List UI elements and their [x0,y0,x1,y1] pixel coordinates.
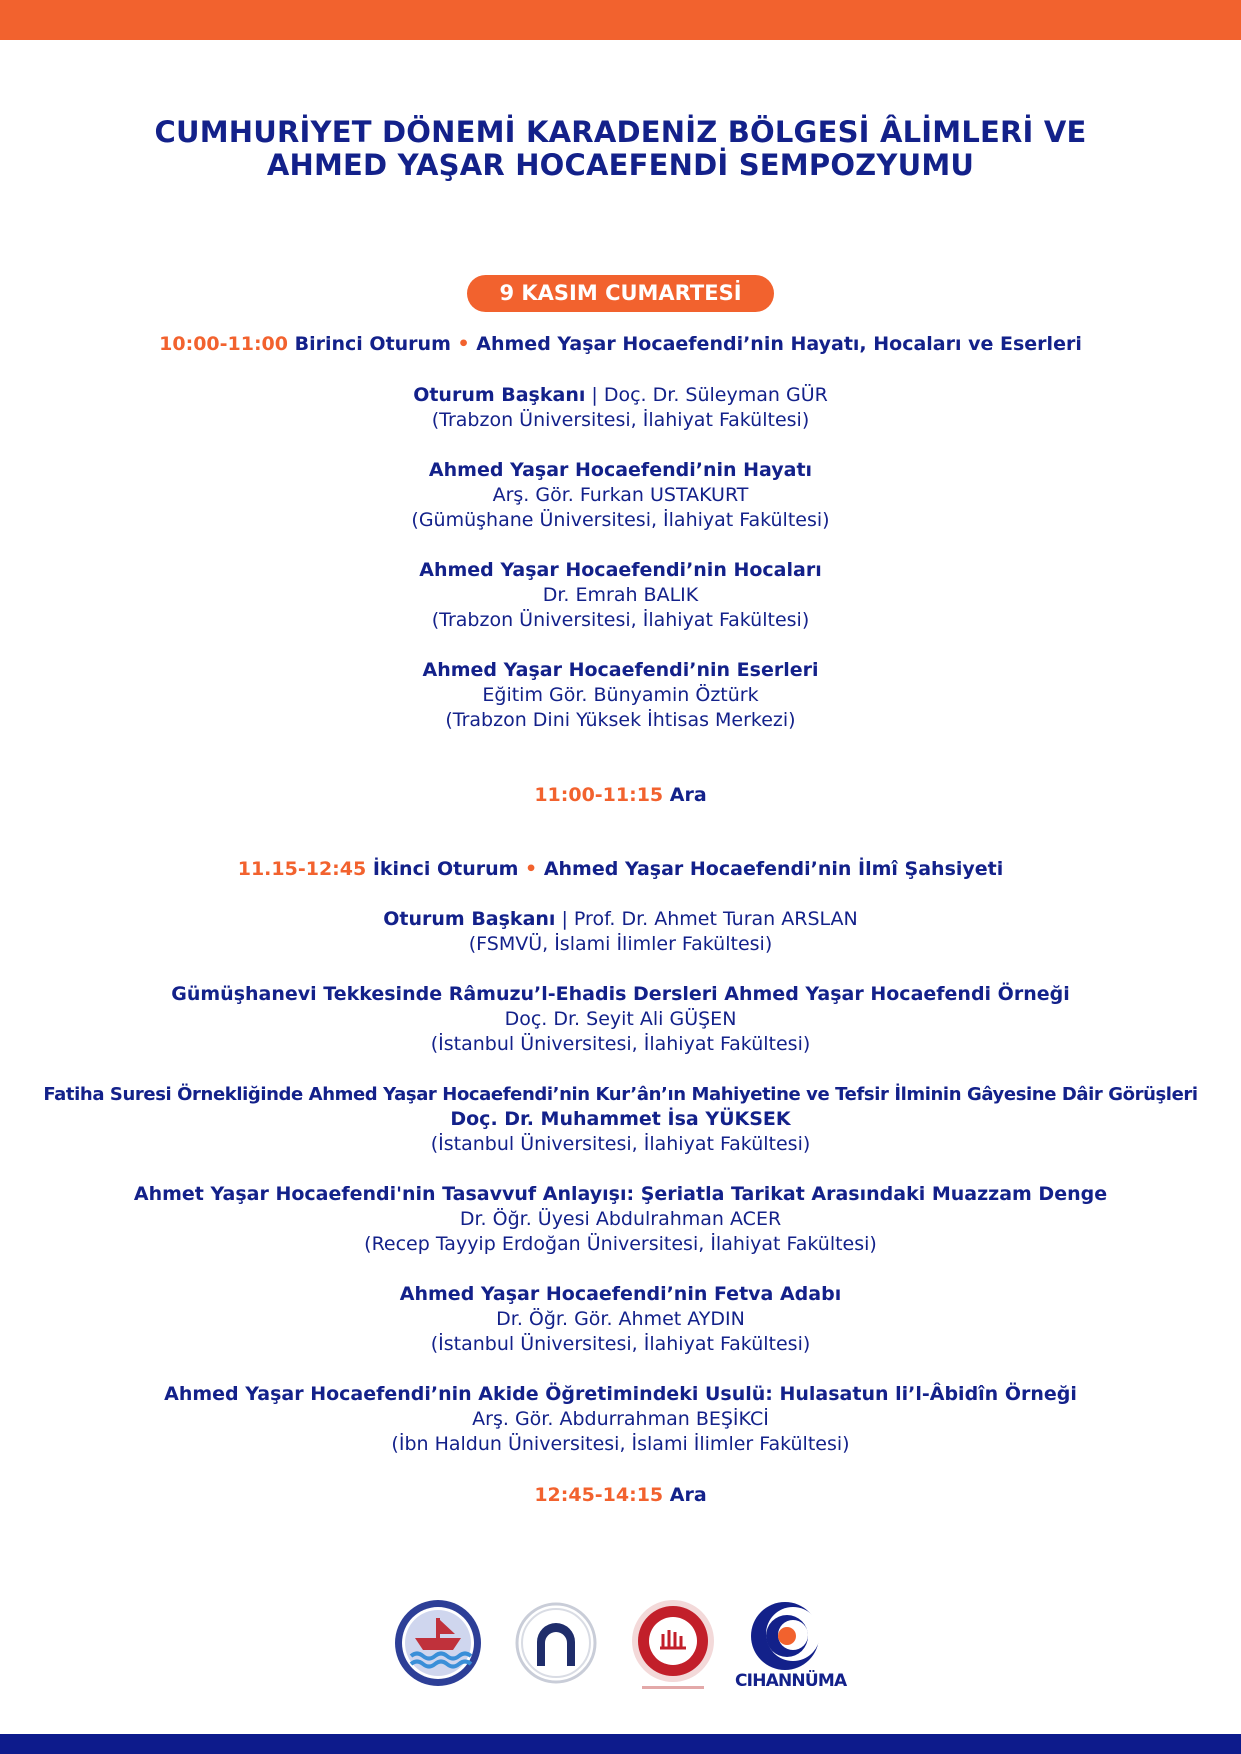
talk-institution: (İbn Haldun Üniversitesi, İslami İlimler Fakültesi) [391,1433,850,1455]
separator-dot: • [525,858,538,880]
top-accent-bar [0,0,1241,40]
session-name: Birinci Oturum [294,333,451,355]
talk-speaker: Arş. Gör. Furkan USTAKURT [492,484,749,506]
session-time: 10:00-11:00 [159,333,288,355]
talk-speaker: Dr. Emrah BALIK [542,584,699,606]
talk-title: Fatiha Suresi Örnekliğinde Ahmed Yaşar Hocaefendi’nin Kur’ân’ın Mahiyetine ve Tefsir İlminin Gâyesine Dâir Görüşleri [43,1084,1198,1105]
session-chair-second [0,907,1241,932]
break-label: Ara [669,1484,707,1506]
chair-institution: (FSMVÜ, İslami İlimler Fakültesi) [468,933,773,955]
chair-separator: | [555,908,574,930]
talk-speaker: Dr. Öğr. Üyesi Abdulrahman ACER [459,1208,782,1230]
session-topic: Ahmed Yaşar Hocaefendi’nin Hayatı, Hocaları ve Eserleri [476,333,1082,355]
talk-speaker: Doç. Dr. Seyit Ali GÜŞEN [504,1008,737,1030]
title-line-1: CUMHURİYET DÖNEMİ KARADENİZ BÖLGESİ ÂLİMLERİ VE [154,115,1087,149]
talk-title: Ahmet Yaşar Hocaefendi'nin Tasavvuf Anlayışı: Şeriatla Tarikat Arasındaki Muazzam Denge [133,1183,1108,1205]
talk-title: Ahmed Yaşar Hocaefendi’nin Hocaları [419,559,822,581]
session-name: İkinci Oturum [372,858,519,880]
talk-title: Ahmed Yaşar Hocaefendi’nin Hayatı [428,459,813,481]
bottom-footer-bar [0,1734,1241,1754]
talk-speaker: Doç. Dr. Muhammet İsa YÜKSEK [450,1108,791,1130]
session-header-second [0,857,1241,882]
talk-speaker: Dr. Öğr. Gör. Ahmet AYDIN [496,1308,745,1330]
break-first [0,783,1241,808]
talk-title: Ahmed Yaşar Hocaefendi’nin Eserleri [422,659,819,681]
sponsor-logos [0,1598,1241,1698]
talk-title: Ahmed Yaşar Hocaefendi’nin Akide Öğretimindeki Usulü: Hulasatun li’l-Âbidîn Örneği [164,1383,1077,1405]
talk-speaker: Eğitim Gör. Bünyamin Öztürk [482,684,759,706]
title-line-2: AHMED YAŞAR HOCAEFENDİ SEMPOZYUMU [266,148,975,182]
talk-title: Ahmed Yaşar Hocaefendi’nin Fetva Adabı [399,1283,842,1305]
break-time: 11:00-11:15 [534,784,664,806]
talk-institution: (Recep Tayyip Erdoğan Üniversitesi, İlahiyat Fakültesi) [364,1233,877,1255]
chair-label: Oturum Başkanı [413,384,586,406]
session-chair-first [0,383,1241,408]
talk-institution: (İstanbul Üniversitesi, İlahiyat Fakültesi) [430,1133,811,1155]
red-seal-logo [630,1598,716,1694]
chair-name: Prof. Dr. Ahmet Turan ARSLAN [573,908,858,930]
break-label: Ara [669,784,707,806]
chair-label: Oturum Başkanı [383,908,556,930]
chair-name: Doç. Dr. Süleyman GÜR [603,384,828,406]
university-seal-logo [393,1598,483,1688]
talk-institution: (Gümüşhane Üniversitesi, İlahiyat Fakültesi) [411,509,830,531]
talk-institution: (Trabzon Dini Yüksek İhtisas Merkezi) [445,709,796,731]
chair-institution: (Trabzon Üniversitesi, İlahiyat Fakültesi) [431,409,810,431]
arch-seal-logo [515,1602,597,1684]
talk-institution: (Trabzon Üniversitesi, İlahiyat Fakültesi) [431,609,810,631]
session-topic: Ahmed Yaşar Hocaefendi’nin İlmî Şahsiyeti [543,858,1004,880]
cihannuma-logo [735,1598,835,1670]
session-time: 11.15-12:45 [237,858,367,880]
talk-speaker: Arş. Gör. Abdurrahman BEŞİKCİ [472,1408,769,1430]
talk-institution: (İstanbul Üniversitesi, İlahiyat Fakültesi) [430,1333,811,1355]
chair-separator: | [585,384,604,406]
page-title [0,116,1241,182]
break-second [0,1483,1241,1508]
separator-dot: • [457,333,470,355]
cihannuma-wordmark: CIHANNÜMA [735,1671,847,1691]
talk-title: Gümüşhanevi Tekkesinde Râmuzu’l-Ehadis Dersleri Ahmed Yaşar Hocaefendi Örneği [171,983,1070,1005]
talk-institution: (İstanbul Üniversitesi, İlahiyat Fakültesi) [430,1033,811,1055]
session-header-first [0,332,1241,357]
break-time: 12:45-14:15 [534,1484,664,1506]
date-badge: 9 KASIM CUMARTESİ [467,275,774,312]
